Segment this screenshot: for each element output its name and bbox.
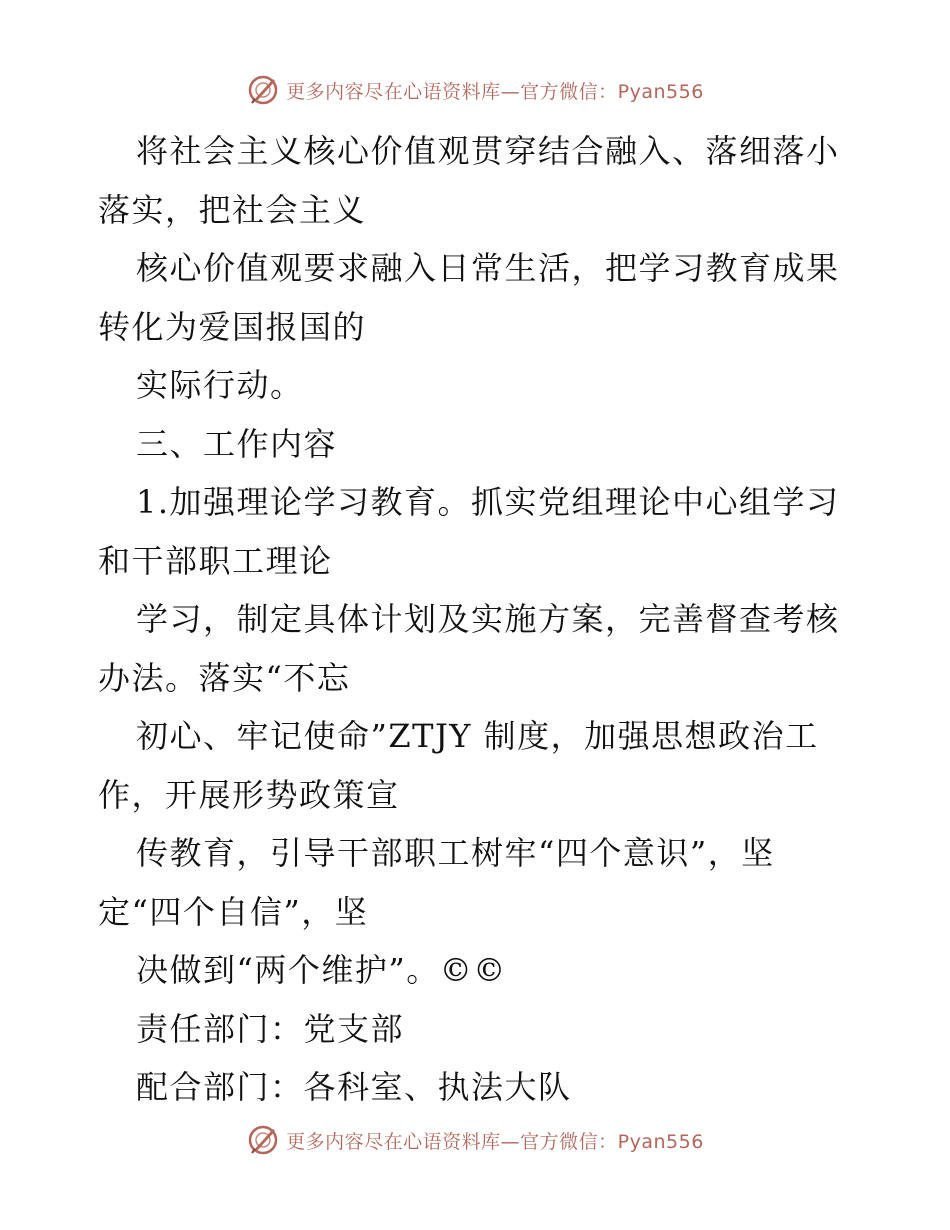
- section-heading: 三、工作内容: [136, 424, 338, 463]
- document-body: [98, 122, 858, 1117]
- responsible-department: 责任部门：党支部: [136, 1009, 405, 1048]
- footer-watermark: [0, 1120, 950, 1160]
- quill-pen-seal-icon: [246, 73, 280, 107]
- paragraph-line: 传教育，引导干部职工树牢“四个意识”，坚: [136, 834, 775, 872]
- paragraph-line: 决做到“两个维护”。©©: [136, 951, 507, 989]
- paragraph-line: 初心、牢记使命”ZTJY 制度，加强思想政治工: [136, 717, 819, 755]
- paragraph-line: 作，开展形势政策宣: [98, 775, 400, 814]
- cooperating-departments: 配合部门：各科室、执法大队: [136, 1068, 572, 1106]
- paragraph-line: 实际行动。: [136, 366, 304, 404]
- watermark-text: 更多内容尽在心语资料库—官方微信：Pyan556: [286, 1130, 704, 1153]
- paragraph-line: 1.加强理论学习教育。抓实党组理论中心组学习: [136, 483, 840, 521]
- paragraph-line: 将社会主义核心价值观贯穿结合融入、落细落小: [136, 132, 840, 170]
- paragraph-line: 落实，把社会主义: [98, 190, 367, 229]
- header-watermark: [0, 70, 950, 110]
- paragraph-line: 转化为爱国报国的: [98, 307, 367, 346]
- paragraph-line: 定“四个自信”，坚: [98, 892, 369, 931]
- paragraph-line: 办法。落实“不忘: [98, 658, 351, 697]
- quill-pen-seal-icon: [246, 1123, 280, 1157]
- paragraph-line: 核心价值观要求融入日常生活，把学习教育成果: [136, 249, 840, 287]
- paragraph-line: 和干部职工理论: [98, 541, 333, 580]
- paragraph-line: 学习，制定具体计划及实施方案，完善督查考核: [136, 600, 840, 638]
- watermark-text: 更多内容尽在心语资料库—官方微信：Pyan556: [286, 80, 704, 103]
